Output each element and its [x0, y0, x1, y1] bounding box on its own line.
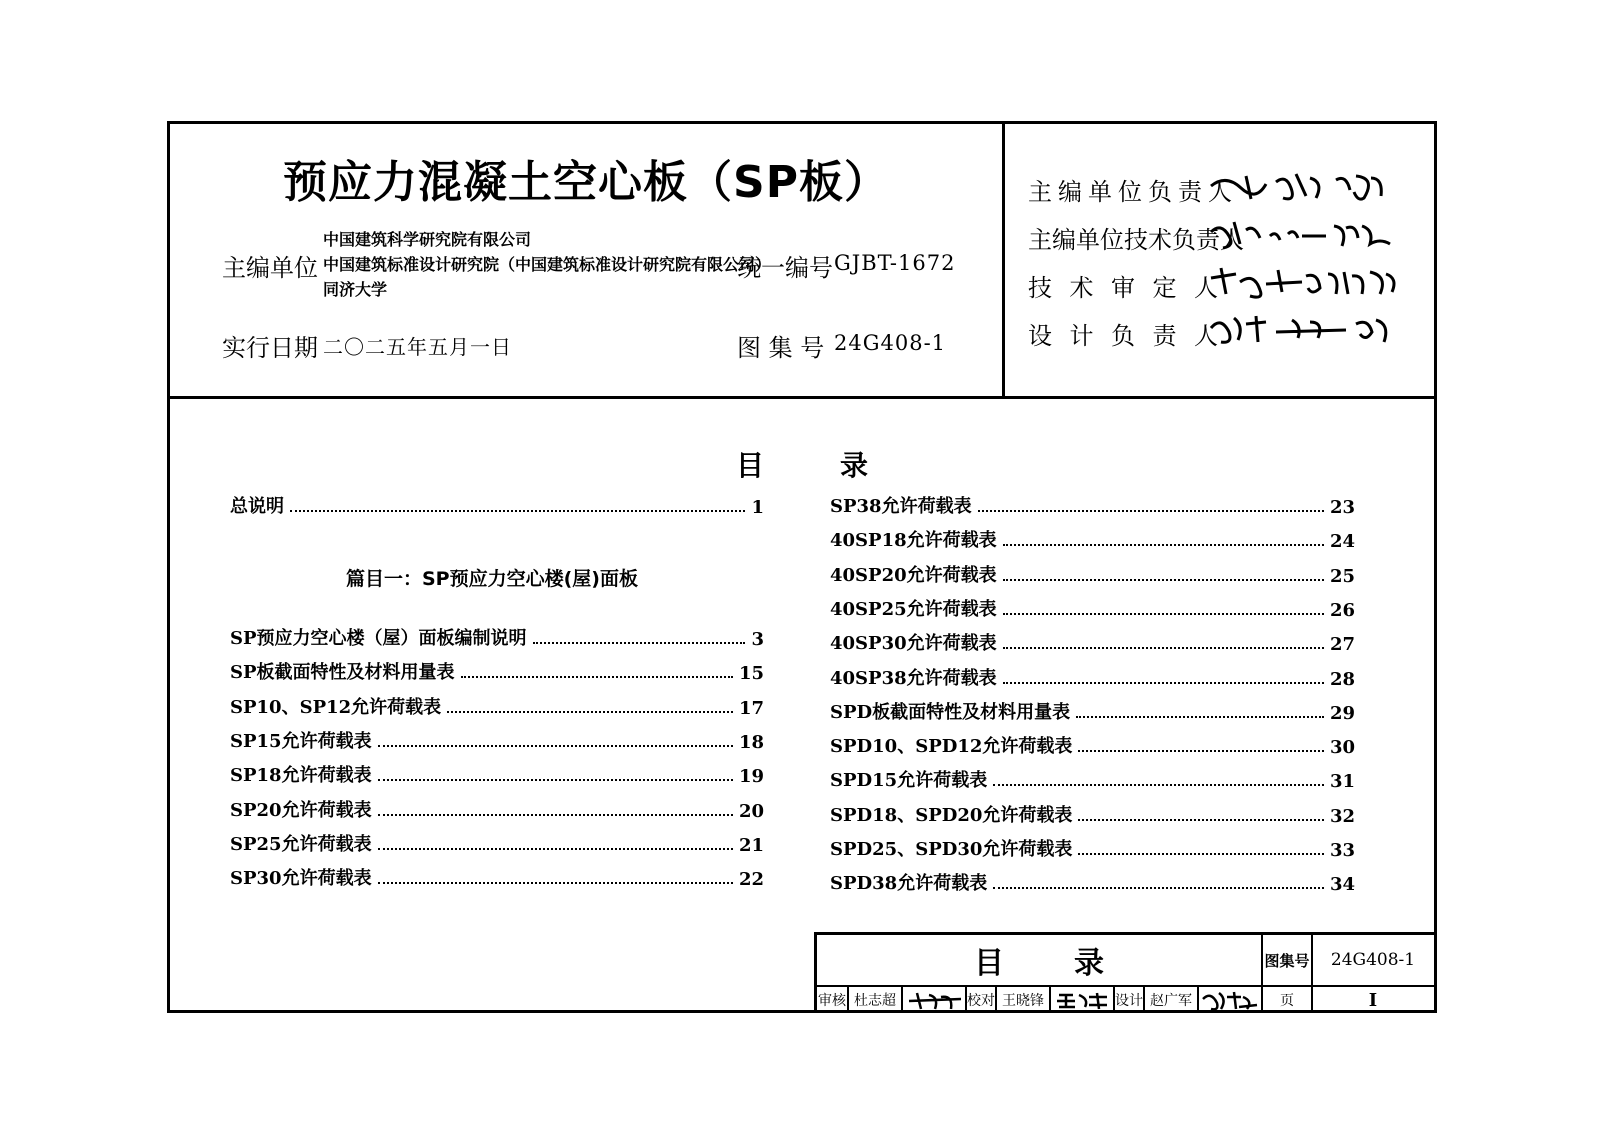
drawing-frame [167, 121, 1437, 1013]
design-label: 设计 [1115, 993, 1143, 1009]
reviewer-signature [907, 989, 963, 1011]
leader-dots [461, 676, 733, 678]
leader-dots [378, 848, 733, 850]
check-label: 校对 [967, 993, 995, 1009]
chief-unit-list [323, 227, 771, 302]
toc-entry-page: 29 [1329, 702, 1355, 724]
leader-dots [1078, 853, 1324, 855]
responsible-label: 设计负责人 [1028, 322, 1218, 350]
toc-entry-title: 40SP18允许荷载表 [830, 530, 997, 552]
toc-entry-page: 32 [1329, 805, 1355, 827]
leader-dots [378, 882, 733, 884]
leader-dots [1078, 750, 1324, 752]
leader-dots [290, 510, 745, 512]
leader-dots [1003, 579, 1324, 581]
effective-date: 二〇二五年五月一日 [323, 335, 512, 359]
toc-entry-page: 21 [738, 834, 764, 856]
document-title: 预应力混凝土空心板（SP板） [283, 157, 889, 208]
toc-entry[interactable] [830, 488, 1355, 518]
leader-dots [378, 814, 733, 816]
toc-entry-title: SPD板截面特性及材料用量表 [830, 701, 1071, 723]
responsible-label: 技术审定人 [1028, 274, 1218, 302]
chief-unit-1: 中国建筑科学研究院有限公司 [323, 230, 532, 249]
toc-entry-page: 28 [1329, 668, 1355, 690]
title-block-atlas-no: 24G408-1 [1330, 950, 1416, 970]
toc-entry-page: 18 [738, 731, 764, 753]
title-block-name: 目录 [974, 946, 1174, 981]
effective-date-label: 实行日期 [222, 334, 318, 362]
chief-unit-3: 同济大学 [323, 280, 388, 299]
chief-unit-2: 中国建筑标准设计研究院（中国建筑标准设计研究院有限公司） [323, 255, 772, 274]
toc-entry[interactable] [230, 723, 764, 753]
toc-entry-title: SP18允许荷载表 [230, 765, 372, 787]
leader-dots [993, 887, 1324, 889]
page-number: I [1368, 989, 1378, 1011]
toc-entry-title: SP15允许荷载表 [230, 730, 372, 752]
signature-review [1206, 260, 1416, 300]
header-divider [1002, 124, 1005, 398]
toc-entry-title: 40SP25允许荷载表 [830, 598, 997, 620]
toc-entry[interactable] [230, 826, 764, 856]
toc-entry[interactable] [230, 620, 764, 650]
signature-chief-unit [1206, 164, 1406, 204]
unified-code: GJBT-1672 [834, 251, 956, 275]
responsible-label: 主编单位负责人 [1028, 178, 1238, 206]
leader-dots [1003, 613, 1324, 615]
reviewer-name: 杜志超 [854, 993, 896, 1009]
toc-entry-page: 27 [1329, 634, 1355, 656]
toc-entry-page: 19 [738, 766, 764, 788]
toc-entry-page: 20 [738, 800, 764, 822]
toc-entry-title: SPD25、SPD30允许荷载表 [830, 839, 1073, 860]
toc-entry[interactable] [830, 694, 1355, 724]
toc-entry-title: 总说明 [230, 496, 284, 517]
checker-name: 王晓锋 [1002, 993, 1044, 1009]
designer-name: 赵广军 [1150, 993, 1192, 1009]
toc-entry-page: 33 [1329, 840, 1355, 861]
page-label: 页 [1280, 993, 1294, 1009]
toc-entry-page: 31 [1329, 771, 1355, 793]
toc-entry-title: 40SP20允许荷载表 [830, 564, 997, 586]
toc-entry-title: SP10、SP12允许荷载表 [230, 696, 442, 718]
toc-entry-page: 26 [1329, 599, 1355, 621]
toc-entry[interactable] [830, 522, 1355, 552]
chief-unit-label: 主编单位 [222, 254, 318, 282]
toc-entry[interactable] [830, 625, 1355, 655]
title-block-atlas-label: 图集号 [1264, 951, 1310, 970]
toc-entry[interactable] [230, 689, 764, 719]
unified-code-label: 统一编号 [737, 254, 833, 282]
toc-entry-page: 1 [751, 497, 764, 518]
leader-dots [378, 745, 733, 747]
toc-entry-title: SPD38允许荷载表 [830, 873, 988, 895]
designer-signature [1201, 989, 1259, 1011]
leader-dots [1003, 647, 1324, 649]
toc-entry-title: SP20允许荷载表 [230, 799, 372, 821]
toc-entry-general[interactable] [230, 488, 764, 518]
toc-entry[interactable] [830, 591, 1355, 621]
toc-entry-title: SP预应力空心楼（屋）面板编制说明 [230, 628, 527, 649]
signature-tech [1206, 212, 1406, 252]
toc-entry-page: 3 [751, 629, 764, 650]
toc-entry-page: 23 [1329, 497, 1355, 518]
toc-entry-page: 24 [1329, 531, 1355, 553]
toc-entry[interactable] [830, 797, 1355, 827]
toc-title: 目录 [735, 449, 944, 482]
responsible-label: 主编单位技术负责人 [1028, 226, 1244, 254]
checker-signature [1055, 989, 1111, 1011]
leader-dots [378, 779, 733, 781]
toc-entry-page: 30 [1329, 737, 1355, 759]
atlas-no-label: 图 集 号 [737, 334, 825, 362]
toc-entry-title: SPD15允许荷载表 [830, 770, 988, 792]
toc-entry-title: SP38允许荷载表 [830, 496, 972, 517]
toc-entry-title: SP25允许荷载表 [230, 833, 372, 855]
toc-entry-page: 25 [1329, 565, 1355, 587]
leader-dots [993, 784, 1324, 786]
toc-entry[interactable] [830, 557, 1355, 587]
toc-entry-page: 15 [738, 663, 764, 685]
toc-entry[interactable] [830, 660, 1355, 690]
toc-entry[interactable] [230, 860, 764, 890]
toc-entry[interactable] [830, 865, 1355, 895]
leader-dots [1076, 716, 1324, 718]
signature-design [1206, 308, 1406, 348]
toc-entry-title: SP板截面特性及材料用量表 [230, 662, 455, 684]
leader-dots [1003, 682, 1324, 684]
toc-entry-title: 40SP38允许荷载表 [830, 667, 997, 689]
toc-entry-page: 17 [738, 697, 764, 719]
leader-dots [533, 642, 746, 644]
leader-dots [447, 711, 733, 713]
title-block [814, 932, 1434, 1010]
toc-entry-title: 40SP30允许荷载表 [830, 633, 997, 655]
toc-entry[interactable] [830, 831, 1355, 861]
atlas-no: 24G408-1 [834, 331, 947, 355]
responsible-design [1028, 316, 1218, 351]
toc-entry[interactable] [230, 757, 764, 787]
toc-entry-page: 34 [1329, 874, 1355, 896]
toc-entry[interactable] [230, 792, 764, 822]
toc-entry-title: SPD10、SPD12允许荷载表 [830, 736, 1073, 758]
review-label: 审核 [818, 993, 846, 1009]
leader-dots [978, 510, 1324, 512]
leader-dots [1078, 819, 1324, 821]
section-heading: 篇目一：SP预应力空心楼(屋)面板 [346, 568, 638, 590]
leader-dots [1003, 544, 1324, 546]
toc-entry-page: 22 [738, 869, 764, 891]
toc-entry[interactable] [830, 728, 1355, 758]
toc-entry-title: SP30允许荷载表 [230, 868, 372, 890]
toc-entry[interactable] [230, 654, 764, 684]
toc-entry-title: SPD18、SPD20允许荷载表 [830, 804, 1073, 826]
responsible-review [1028, 268, 1218, 303]
header-bottom-rule [170, 396, 1434, 399]
toc-entry[interactable] [830, 762, 1355, 792]
